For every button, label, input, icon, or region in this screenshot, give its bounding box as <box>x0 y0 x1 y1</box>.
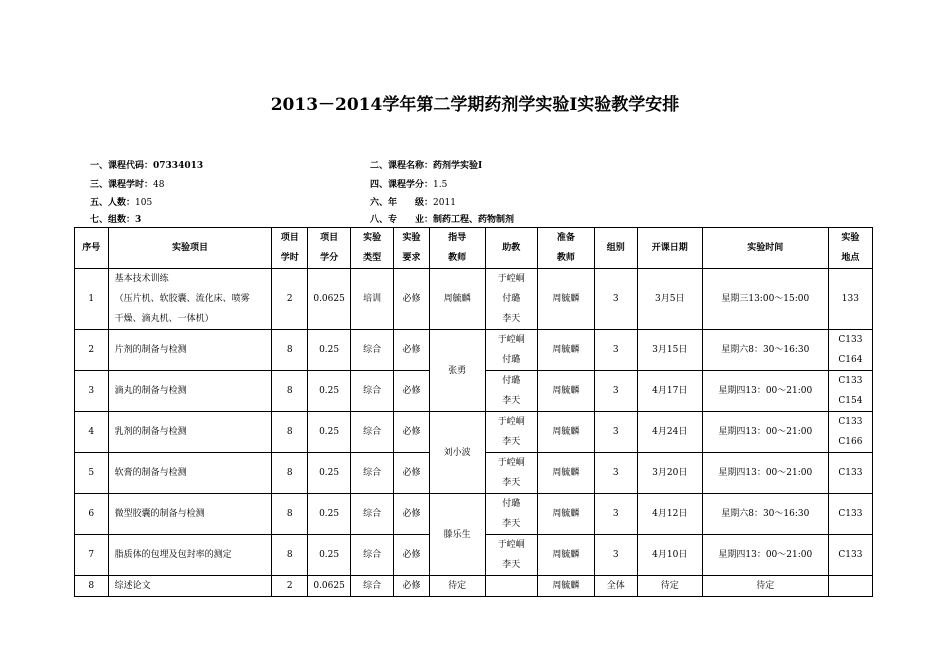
cell-req: 必修 <box>394 330 430 371</box>
cell-location: C133 <box>828 453 872 494</box>
cell-seq: 2 <box>75 330 109 371</box>
cell-group: 3 <box>594 371 637 412</box>
cell-date: 4月24日 <box>637 412 702 453</box>
cell-type: 综合 <box>351 453 394 494</box>
cell-credits: 0.25 <box>308 535 351 576</box>
cell-assistant: 于崆峒 付璐 李天 <box>485 269 537 330</box>
cell-time: 星期四13：00～21:00 <box>702 535 828 576</box>
cell-project: 滴丸的制备与检测 <box>108 371 272 412</box>
cell-assistant: 于崆峒 付璐 <box>485 330 537 371</box>
header-project: 实验项目 <box>108 228 272 269</box>
cell-time: 星期六8：30～16:30 <box>702 494 828 535</box>
cell-date: 4月12日 <box>637 494 702 535</box>
cell-location: C133 C154 <box>828 371 872 412</box>
info-groups: 七、组数：3 <box>90 215 142 225</box>
cell-prep: 周毓麟 <box>537 269 594 330</box>
cell-time: 待定 <box>702 576 828 597</box>
cell-hours: 8 <box>272 330 308 371</box>
header-location: 实验 地点 <box>828 228 872 269</box>
info-credits: 四、课程学分：1.5 <box>370 180 448 190</box>
cell-time: 星期四13：00～21:00 <box>702 453 828 494</box>
cell-date: 待定 <box>637 576 702 597</box>
header-type: 实验 类型 <box>351 228 394 269</box>
cell-date: 3月20日 <box>637 453 702 494</box>
cell-location: C133 C164 <box>828 330 872 371</box>
cell-teacher-merged: 滕乐生 <box>429 494 485 576</box>
cell-seq: 5 <box>75 453 109 494</box>
table-row <box>75 576 873 597</box>
cell-req: 必修 <box>394 412 430 453</box>
cell-type: 综合 <box>351 494 394 535</box>
cell-group: 全体 <box>594 576 637 597</box>
table-row <box>75 330 873 371</box>
header-prep: 准备 教师 <box>537 228 594 269</box>
cell-type: 综合 <box>351 576 394 597</box>
cell-time: 星期三13:00～15:00 <box>702 269 828 330</box>
cell-prep: 周毓麟 <box>537 453 594 494</box>
cell-teacher-merged: 刘小波 <box>429 412 485 494</box>
cell-hours: 8 <box>272 412 308 453</box>
cell-date: 4月17日 <box>637 371 702 412</box>
info-grade: 六、年 级：2011 <box>370 198 456 208</box>
cell-hours: 2 <box>272 269 308 330</box>
table-row <box>75 494 873 535</box>
cell-project: 片剂的制备与检测 <box>108 330 272 371</box>
info-course-code: 一、课程代码：07334013 <box>90 161 204 171</box>
cell-req: 必修 <box>394 494 430 535</box>
cell-type: 培训 <box>351 269 394 330</box>
header-group: 组别 <box>594 228 637 269</box>
cell-prep: 周毓麟 <box>537 576 594 597</box>
cell-teacher: 待定 <box>429 576 485 597</box>
cell-assistant: 于崆峒 李天 <box>485 412 537 453</box>
cell-assistant: 于崆峒 李天 <box>485 535 537 576</box>
schedule-table <box>74 227 873 597</box>
cell-seq: 3 <box>75 371 109 412</box>
cell-hours: 8 <box>272 371 308 412</box>
cell-assistant: 于崆峒 李天 <box>485 453 537 494</box>
header-req: 实验 要求 <box>394 228 430 269</box>
header-hours: 项目 学时 <box>272 228 308 269</box>
cell-credits: 0.25 <box>308 453 351 494</box>
cell-seq: 8 <box>75 576 109 597</box>
cell-req: 必修 <box>394 269 430 330</box>
cell-credits: 0.25 <box>308 412 351 453</box>
cell-group: 3 <box>594 269 637 330</box>
cell-hours: 8 <box>272 453 308 494</box>
table-row <box>75 412 873 453</box>
cell-type: 综合 <box>351 535 394 576</box>
cell-group: 3 <box>594 494 637 535</box>
info-students: 五、人数：105 <box>90 198 153 208</box>
cell-req: 必修 <box>394 535 430 576</box>
cell-location: C133 <box>828 535 872 576</box>
cell-time: 星期四13：00～21:00 <box>702 371 828 412</box>
header-time: 实验时间 <box>702 228 828 269</box>
cell-teacher-merged: 张勇 <box>429 330 485 412</box>
cell-type: 综合 <box>351 330 394 371</box>
cell-prep: 周毓麟 <box>537 494 594 535</box>
cell-time: 星期六8：30～16:30 <box>702 330 828 371</box>
document-title: 2013－2014学年第二学期药剂学实验Ⅰ实验教学安排 <box>270 95 680 115</box>
cell-hours: 2 <box>272 576 308 597</box>
cell-date: 3月15日 <box>637 330 702 371</box>
cell-location: C133 C166 <box>828 412 872 453</box>
header-seq: 序号 <box>75 228 109 269</box>
cell-hours: 8 <box>272 494 308 535</box>
cell-type: 综合 <box>351 371 394 412</box>
cell-credits: 0.25 <box>308 330 351 371</box>
cell-req: 必修 <box>394 576 430 597</box>
cell-group: 3 <box>594 453 637 494</box>
cell-assistant: 付璐 李天 <box>485 494 537 535</box>
cell-seq: 4 <box>75 412 109 453</box>
cell-project: 基本技术训练 （压片机、软胶囊、流化床、喷雾 干燥、滴丸机、一体机） <box>108 269 272 330</box>
cell-seq: 1 <box>75 269 109 330</box>
cell-assistant <box>485 576 537 597</box>
cell-location: C133 <box>828 494 872 535</box>
cell-project: 乳剂的制备与检测 <box>108 412 272 453</box>
info-course-name: 二、课程名称：药剂学实验Ⅰ <box>370 161 483 171</box>
cell-credits: 0.0625 <box>308 269 351 330</box>
info-major: 八、专 业：制药工程、药物制剂 <box>370 215 515 225</box>
cell-project: 脂质体的包埋及包封率的测定 <box>108 535 272 576</box>
cell-project: 微型胶囊的制备与检测 <box>108 494 272 535</box>
cell-project: 软膏的制备与检测 <box>108 453 272 494</box>
cell-seq: 7 <box>75 535 109 576</box>
cell-group: 3 <box>594 412 637 453</box>
cell-project: 综述论文 <box>108 576 272 597</box>
cell-group: 3 <box>594 330 637 371</box>
cell-prep: 周毓麟 <box>537 412 594 453</box>
cell-group: 3 <box>594 535 637 576</box>
info-hours: 三、课程学时：48 <box>90 180 165 190</box>
cell-prep: 周毓麟 <box>537 535 594 576</box>
cell-credits: 0.25 <box>308 494 351 535</box>
cell-hours: 8 <box>272 535 308 576</box>
cell-location: 133 <box>828 269 872 330</box>
cell-credits: 0.0625 <box>308 576 351 597</box>
header-start-date: 开课日期 <box>637 228 702 269</box>
cell-assistant: 付璐 李天 <box>485 371 537 412</box>
header-teacher: 指导 教师 <box>429 228 485 269</box>
cell-time: 星期四13：00～21:00 <box>702 412 828 453</box>
cell-location <box>828 576 872 597</box>
cell-seq: 6 <box>75 494 109 535</box>
cell-credits: 0.25 <box>308 371 351 412</box>
cell-date: 4月10日 <box>637 535 702 576</box>
cell-date: 3月5日 <box>637 269 702 330</box>
header-assistant: 助教 <box>485 228 537 269</box>
cell-type: 综合 <box>351 412 394 453</box>
cell-prep: 周毓麟 <box>537 330 594 371</box>
cell-prep: 周毓麟 <box>537 371 594 412</box>
header-credits: 项目 学分 <box>308 228 351 269</box>
table-header-row <box>75 228 873 269</box>
table-row <box>75 269 873 330</box>
cell-req: 必修 <box>394 453 430 494</box>
cell-teacher: 周毓麟 <box>429 269 485 330</box>
cell-req: 必修 <box>394 371 430 412</box>
